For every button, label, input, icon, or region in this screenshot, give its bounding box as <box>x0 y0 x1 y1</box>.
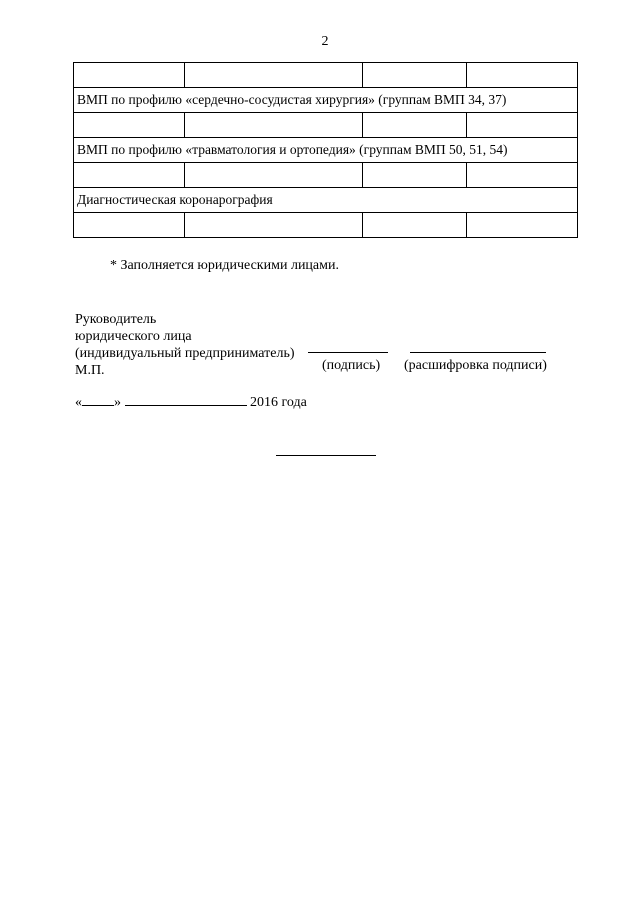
month-blank[interactable] <box>125 393 247 406</box>
signature-decoding-blank[interactable] <box>410 340 546 353</box>
section-label-trauma: ВМП по профилю «травматология и ортопедия» (группам ВМП 50, 51, 54) <box>74 138 578 163</box>
table-section-row <box>74 188 578 213</box>
table-cell <box>185 213 363 238</box>
page-number: 2 <box>321 34 329 49</box>
footnote: * Заполняется юридическими лицами. <box>110 258 339 273</box>
table-cell <box>185 113 363 138</box>
stamp-label: М.П. <box>75 363 105 378</box>
date-year-text: 2016 года <box>250 395 307 410</box>
signature-decoding-caption: (расшифровка подписи) <box>404 358 547 373</box>
table-cell <box>363 113 467 138</box>
table-cell <box>467 63 578 88</box>
signature-title-line1: Руководитель <box>75 312 157 327</box>
table-cell <box>74 113 185 138</box>
table-cell <box>74 163 185 188</box>
table-row <box>74 213 578 238</box>
section-label-coronarography: Диагностическая коронарография <box>74 188 578 213</box>
table-cell <box>363 163 467 188</box>
date-open-quote: « <box>75 395 82 410</box>
table-cell <box>467 163 578 188</box>
end-rule <box>276 455 376 456</box>
signature-caption: (подпись) <box>322 358 381 373</box>
table-cell <box>74 63 185 88</box>
table-cell <box>185 63 363 88</box>
table-cell <box>74 213 185 238</box>
table-cell <box>185 163 363 188</box>
table-section-row <box>74 88 578 113</box>
table-cell <box>467 213 578 238</box>
signature-title-line2: юридического лица <box>75 329 192 344</box>
signature-block <box>75 311 295 379</box>
day-blank[interactable] <box>82 393 114 406</box>
table-section-row <box>74 138 578 163</box>
table-row <box>74 163 578 188</box>
table-cell <box>363 63 467 88</box>
signature-title-line3: (индивидуальный предприниматель) <box>75 346 295 361</box>
section-label-cardio: ВМП по профилю «сердечно-сосудистая хирургия» (группам ВМП 34, 37) <box>74 88 578 113</box>
signature-blank[interactable] <box>308 340 388 353</box>
date-close-quote: » <box>114 395 121 410</box>
form-table <box>73 62 578 238</box>
table-cell <box>467 113 578 138</box>
table-row <box>74 113 578 138</box>
date-line <box>75 393 307 411</box>
table-cell <box>363 213 467 238</box>
table-row <box>74 63 578 88</box>
